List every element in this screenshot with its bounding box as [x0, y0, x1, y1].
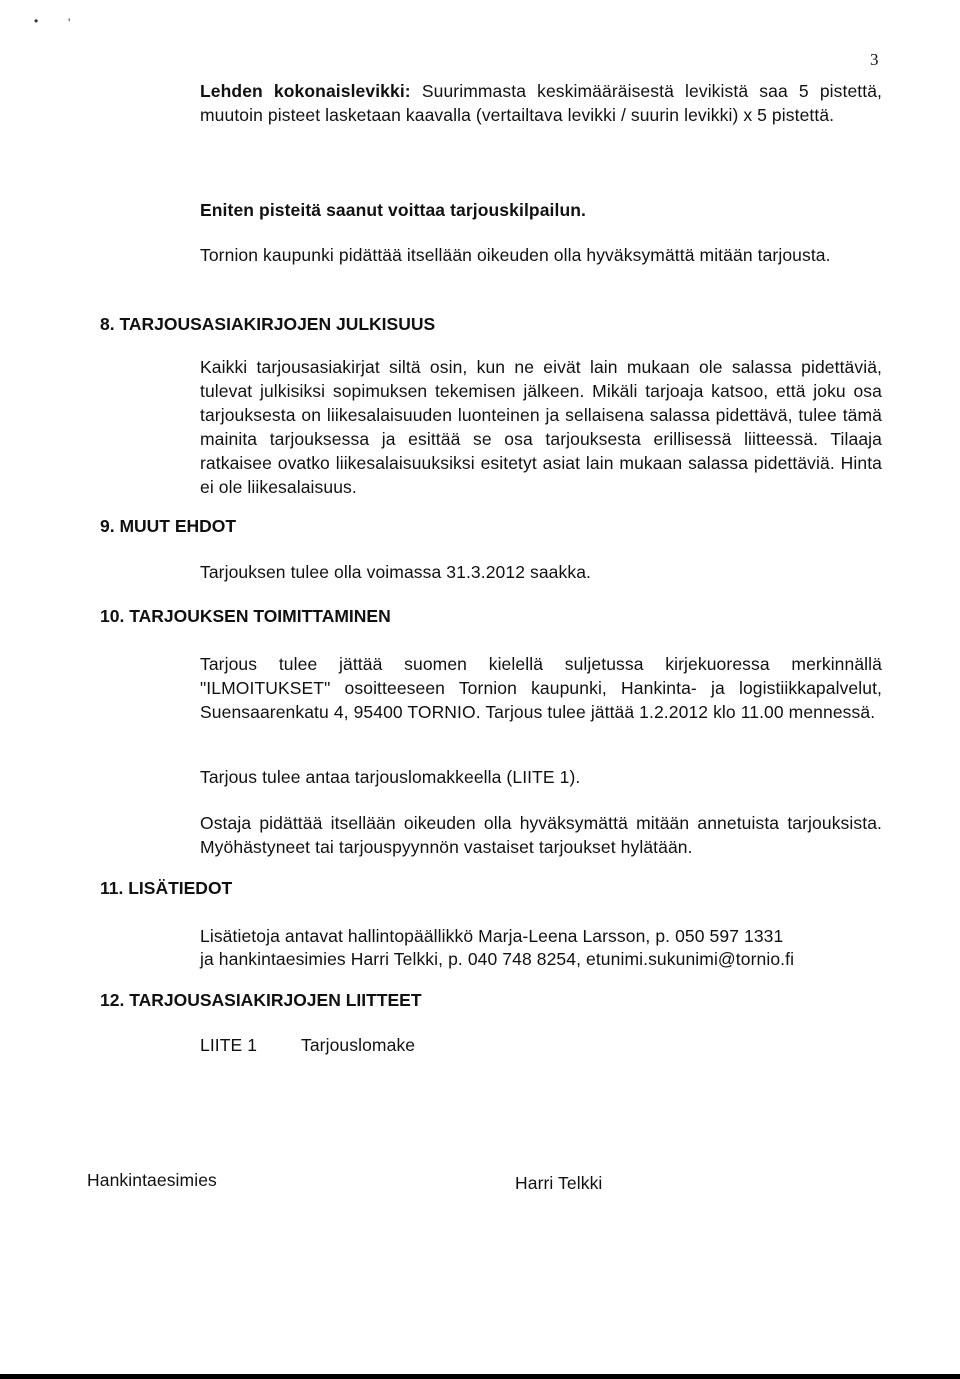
section-8-heading: 8. TARJOUSASIAKIRJOJEN JULKISUUS — [100, 314, 436, 334]
section-10-rights-text: Ostaja pidättää itsellään oikeuden olla hyväksymättä mitään annetuista tarjouksista. Myöhästyneet tai tarjouspyynnön vastaiset tarjoukset hylätään. — [200, 813, 882, 857]
section-11-contact-line-1: Lisätietoja antavat hallintopäällikkö Marja-Leena Larsson, p. 050 597 1331 — [200, 926, 784, 946]
scoring-text: Suurimmasta keskimääräisestä levikistä saa 5 pistettä, muutoin pisteet lasketaan kaavalla (vertailtava levikki / suurin levikki) x 5 pistettä. — [200, 81, 882, 125]
scoring-label: Lehden kokonaislevikki: — [200, 81, 411, 101]
rejection-rights-text: Tornion kaupunki pidättää itsellään oikeuden olla hyväksymättä mitään tarjousta. — [200, 245, 831, 265]
section-11-contact-line-2: ja hankintaesimies Harri Telkki, p. 040 748 8254, etunimi.sukunimi@tornio.fi — [200, 949, 795, 969]
section-12-heading: 12. TARJOUSASIAKIRJOJEN LIITTEET — [100, 990, 422, 1010]
attachment-id: LIITE 1 — [200, 1035, 258, 1055]
section-11-heading: 11. LISÄTIEDOT — [100, 878, 233, 898]
section-9-body: Tarjouksen tulee olla voimassa 31.3.2012 saakka. — [200, 562, 592, 582]
scan-dot-mark: • — [34, 14, 39, 28]
signature-name: Harri Telkki — [515, 1173, 603, 1193]
winner-rule: Eniten pisteitä saanut voittaa tarjouskilpailun. — [200, 200, 586, 220]
scan-bottom-edge — [0, 1374, 960, 1379]
section-8-body: Kaikki tarjousasiakirjat siltä osin, kun ne eivät lain mukaan ole salassa pidettäviä, tulevat julkisiksi sopimuksen tekemisen jälkeen. Mikäli tarjoaja katsoo, että joku osa tarjouksesta on liikesalaisuuden luonteinen ja sellaisena salassa pidettävä, tulee tämä mainita tarjouksessa ja esittää se osa tarjouksesta erillisessä liitteessä. Tilaaja ratkaisee ovatko liikesalaisuuksiksi esitetyt asiat lain mukaan salassa pidettäviä. Hinta ei ole liikesalaisuus. — [200, 357, 882, 497]
section-10-heading: 10. TARJOUKSEN TOIMITTAMINEN — [100, 606, 391, 626]
signature-title: Hankintaesimies — [87, 1170, 217, 1190]
section-10-delivery-text: Tarjous tulee jättää suomen kielellä suljetussa kirjekuoressa merkinnällä "ILMOITUKSET" osoitteeseen Tornion kaupunki, Hankinta- ja logistiikkapalvelut, Suensaarenkatu 4, 95400 TORNIO. Tarjous tulee jättää 1.2.2012 klo 11.00 mennessä. — [200, 654, 882, 722]
page-number: 3 — [870, 50, 879, 69]
section-10-form-text: Tarjous tulee antaa tarjouslomakkeella (LIITE 1). — [200, 767, 581, 787]
scan-tick-mark: ' — [68, 16, 71, 30]
scoring-paragraph — [200, 79, 882, 127]
attachment-name: Tarjouslomake — [301, 1035, 416, 1055]
section-9-heading: 9. MUUT EHDOT — [100, 516, 237, 536]
